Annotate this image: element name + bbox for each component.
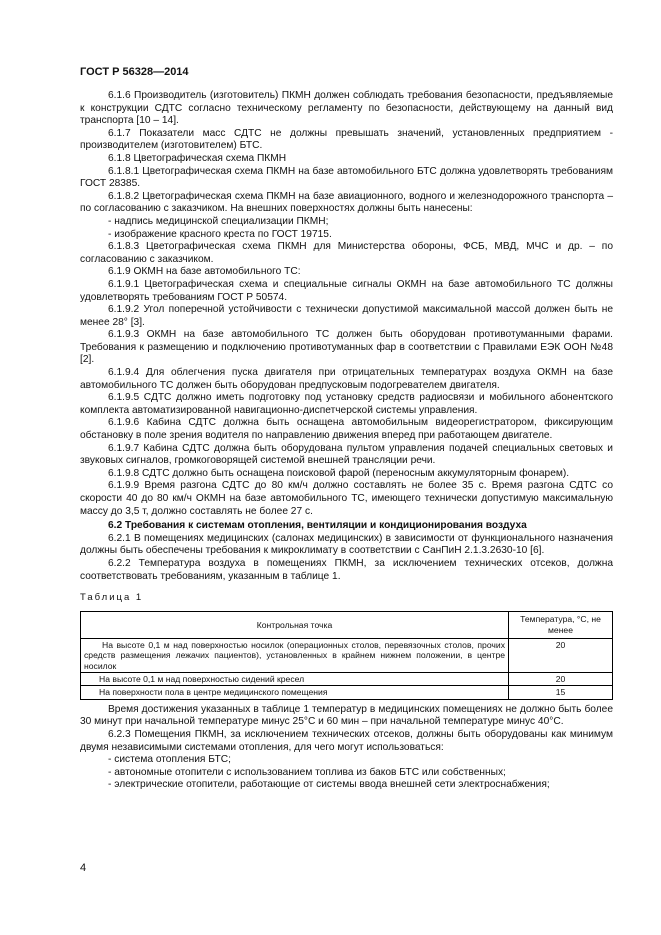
paragraph: 6.1.8.1 Цветографическая схема ПКМН на базе автомобильного БТС должна удовлетворять требованиям ГОСТ 28385.: [80, 165, 613, 190]
table-header-row: [81, 611, 613, 638]
paragraph: 6.1.9.3 ОКМН на базе автомобильного ТС должен быть оборудован противотуманными фарами. Требования к размещению и подключению противотуманных фар в соответствии с Правилами ЕЭК ООН №48 [2].: [80, 329, 613, 366]
paragraphs-after-table: [80, 704, 613, 792]
paragraph: 6.1.9.6 Кабина СДТС должна быть оснащена автомобильным видеорегистратором, фиксирующим обстановку в поле зрения водителя по направлению движения вперед при работающем двигателе.: [80, 417, 613, 442]
table-row: [81, 686, 613, 699]
paragraph: 6.1.9.9 Время разгона СДТС до 80 км/ч должно составлять не более 35 с. Время разгона СДТС со скорости 40 до 80 км/ч ОКМН на базе автомобильного ТС, имеющего технически допустимую максимальную массу до 3,5 т, должно составлять не более 27 с.: [80, 480, 613, 517]
temperature-cell: 20: [509, 672, 613, 685]
paragraph: 6.1.7 Показатели масс СДТС не должны превышать значений, установленных предприятием - производителем (изготовителем) БТС.: [80, 127, 613, 152]
list-item: - электрические отопители, работающие от системы ввода внешней сети электроснабжения;: [108, 779, 550, 791]
paragraph: 6.1.9.4 Для облегчения пуска двигателя при отрицательных температурах воздуха ОКМН на базе автомобильного ТС должен быть оборудован предпусковым подогревателем двигателя.: [80, 367, 613, 391]
paragraph: 6.1.9.8 СДТС должно быть оснащена поисковой фарой (переносным аккумуляторным фонарем).: [108, 467, 570, 479]
section-title: 6.2 Требования к системам отопления, вентиляции и кондиционирования воздуха: [108, 520, 527, 532]
paragraph: 6.1.6 Производитель (изготовитель) ПКМН должен соблюдать требования безопасности, предъявляемые к конструкции СДТС согласно техническому регламенту по безопасности, действующему на данный вид транспорта [10 – 14].: [80, 90, 613, 127]
list-item: - надпись медицинской специализации ПКМН;: [108, 215, 329, 227]
temperature-table: [80, 611, 613, 700]
paragraph: 6.1.9.5 СДТС должно иметь подготовку под установку средств радиосвязи и мобильного абонентского комплекта автоматизированной навигационно-диспетчерской системы управления.: [80, 392, 613, 416]
paragraph: Время достижения указанных в таблице 1 температур в медицинских помещениях не должно быть более 30 минут при начальной температуре минус 25°С и 60 мин – при начальной температуре минус 40°С.: [80, 703, 613, 728]
table-row: [81, 672, 613, 685]
table-row: [81, 638, 613, 672]
paragraphs-before-section: [80, 90, 613, 518]
paragraph: 6.1.8.3 Цветографическая схема ПКМН для Министерства обороны, ФСБ, МВД, МЧС и др. – по согласованию с заказчиком.: [80, 241, 613, 265]
document-body: [80, 90, 613, 792]
control-point-cell: На высоте 0,1 м над поверхностью сидений кресел: [81, 672, 509, 685]
paragraph: 6.1.9.7 Кабина СДТС должна быть оборудована пультом управления подачей специальных световых и звуковых сигналов, громкоговорящей системой внешней трансляции речи.: [80, 442, 613, 467]
paragraph: 6.1.8 Цветографическая схема ПКМН: [108, 152, 287, 164]
paragraph: 6.2.2 Температура воздуха в помещениях ПКМН, за исключением технических отсеков, должна соответствовать требованиям, указанным в таблице 1.: [80, 557, 613, 582]
table-body: [81, 638, 613, 699]
temperature-cell: 15: [509, 686, 613, 699]
list-item: - система отопления БТС;: [108, 754, 231, 766]
table-caption: Таблица 1: [80, 592, 144, 604]
paragraph: 6.2.3 Помещения ПКМН, за исключением технических отсеков, должны быть оборудованы как минимум двумя независимыми системами отопления, для чего могут использоваться:: [80, 728, 613, 753]
list-item: - изображение красного креста по ГОСТ 19715.: [108, 228, 332, 240]
paragraph: 6.1.9.2 Угол поперечной устойчивости с технически допустимой максимальной массой должен быть не менее 28° [3].: [80, 304, 613, 328]
document-header: ГОСТ Р 56328—2014: [80, 66, 189, 78]
control-point-cell: На высоте 0,1 м над поверхностью носилок (операционных столов, перевязочных столов, прочих средств размещения лежачих пациентов), установленных в крайнем нижнем положении, в центре носилок: [81, 638, 509, 672]
list-item: - автономные отопители с использованием топлива из баков БТС или собственных;: [108, 766, 506, 778]
paragraph: 6.2.1 В помещениях медицинских (салонах медицинских) в зависимости от функционального назначения должны быть обеспечены требования к микроклимату в соответствии с СанПиН 2.1.3.2630-10 [6].: [80, 532, 613, 557]
paragraph: 6.1.9.1 Цветографическая схема и специальные сигналы ОКМН на базе автомобильного ТС должны удовлетворять требованиям ГОСТ Р 50574.: [80, 278, 613, 303]
paragraph: 6.1.8.2 Цветографическая схема ПКМН на базе авиационного, водного и железнодорожного транспорта – по согласованию с заказчиком. На внешних поверхностях должны быть нанесены:: [80, 190, 613, 215]
control-point-cell: На поверхности пола в центре медицинского помещения: [81, 686, 509, 699]
table-header-temperature: Температура, °С, не менее: [509, 611, 613, 638]
paragraphs-section: [80, 533, 613, 583]
temperature-cell: 20: [509, 638, 613, 672]
page-number: 4: [80, 862, 87, 874]
paragraph: 6.1.9 ОКМН на базе автомобильного ТС:: [108, 266, 301, 278]
table-header-control-point: Контрольная точка: [81, 611, 509, 638]
